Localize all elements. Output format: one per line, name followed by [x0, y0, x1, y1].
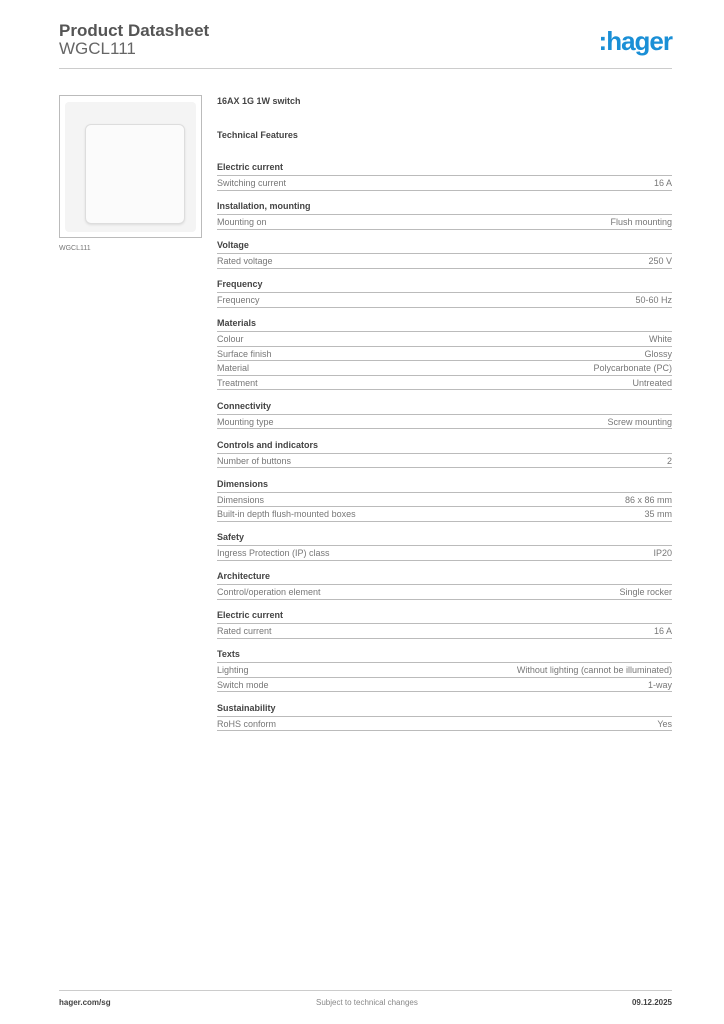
spec-row — [217, 347, 672, 362]
spec-value: 50-60 Hz — [635, 295, 672, 305]
product-name: 16AX 1G 1W switch — [217, 96, 301, 106]
spec-section — [217, 439, 672, 469]
spec-value: Glossy — [644, 348, 672, 359]
section-title: Materials — [217, 317, 672, 332]
header-divider — [59, 68, 672, 69]
spec-value: 2 — [666, 455, 672, 466]
spec-row — [217, 215, 672, 230]
footer-divider — [59, 990, 672, 991]
section-title: Safety — [217, 531, 672, 546]
spec-row — [217, 376, 672, 391]
footer-date: 09.12.2025 — [631, 998, 672, 1007]
features-title: Technical Features — [217, 130, 298, 140]
spec-label: Control/operation element — [217, 587, 321, 597]
spec-section — [217, 239, 672, 269]
spec-label: Rated voltage — [217, 256, 273, 266]
section-title: Texts — [217, 648, 672, 663]
spec-label: Lighting — [217, 665, 249, 675]
section-title: Installation, mounting — [217, 200, 672, 215]
footer-note: Subject to technical changes — [316, 998, 418, 1007]
spec-value: 250 V — [648, 256, 672, 266]
spec-sections — [217, 161, 672, 731]
section-title: Voltage — [217, 239, 672, 254]
spec-label: Frequency — [217, 295, 260, 305]
spec-label: Rated current — [217, 626, 272, 636]
spec-row — [217, 585, 672, 600]
spec-value: IP20 — [653, 548, 672, 558]
spec-value: Untreated — [632, 377, 672, 388]
spec-row — [217, 663, 672, 678]
spec-section — [217, 161, 672, 191]
spec-section — [217, 317, 672, 390]
spec-value: Yes — [657, 718, 672, 729]
spec-label: Ingress Protection (IP) class — [217, 548, 330, 558]
image-caption: WGCL111 — [59, 245, 91, 252]
section-title: Architecture — [217, 570, 672, 585]
spec-value: Screw mounting — [607, 416, 672, 427]
section-title: Electric current — [217, 161, 672, 176]
spec-content — [217, 96, 672, 741]
spec-label: Material — [217, 363, 250, 373]
spec-label: Mounting type — [217, 416, 274, 427]
spec-row — [217, 293, 672, 308]
hager-logo: :hager — [598, 26, 672, 56]
spec-row — [217, 415, 672, 430]
spec-row — [217, 624, 672, 639]
section-title: Electric current — [217, 609, 672, 624]
spec-row — [217, 332, 672, 347]
spec-label: Built-in depth flush-mounted boxes — [217, 509, 356, 519]
spec-section — [217, 609, 672, 639]
footer-website[interactable]: hager.com/sg — [59, 998, 111, 1007]
spec-section — [217, 278, 672, 308]
section-title: Dimensions — [217, 478, 672, 493]
spec-row — [217, 454, 672, 469]
spec-section — [217, 702, 672, 732]
spec-label: Mounting on — [217, 217, 267, 227]
spec-label: Dimensions — [217, 494, 265, 505]
spec-row — [217, 254, 672, 269]
spec-section — [217, 570, 672, 600]
spec-value: 86 x 86 mm — [624, 494, 672, 505]
spec-section — [217, 478, 672, 522]
switch-rocker — [85, 124, 185, 224]
section-title: Frequency — [217, 278, 672, 293]
spec-value: Polycarbonate (PC) — [593, 363, 672, 373]
spec-label: RoHS conform — [217, 718, 277, 729]
spec-label: Switch mode — [217, 679, 269, 690]
spec-row — [217, 678, 672, 693]
page-title: Product Datasheet — [59, 21, 210, 40]
spec-section — [217, 648, 672, 692]
spec-value: Flush mounting — [610, 217, 672, 227]
section-title: Connectivity — [217, 400, 672, 415]
spec-section — [217, 531, 672, 561]
spec-value: Single rocker — [619, 587, 672, 597]
section-title: Sustainability — [217, 702, 672, 717]
spec-label: Surface finish — [217, 348, 272, 359]
spec-section — [217, 200, 672, 230]
switch-plate — [65, 102, 196, 232]
spec-row — [217, 507, 672, 522]
spec-label: Number of buttons — [217, 455, 292, 466]
spec-label: Treatment — [217, 377, 258, 388]
spec-value: 35 mm — [644, 509, 672, 519]
product-image — [59, 95, 202, 238]
spec-value: 1-way — [647, 679, 672, 690]
spec-value: 16 A — [653, 626, 672, 636]
spec-value: Without lighting (cannot be illuminated) — [516, 665, 672, 675]
product-code: WGCL111 — [59, 39, 136, 58]
spec-label: Colour — [217, 334, 244, 344]
spec-row — [217, 176, 672, 191]
spec-label: Switching current — [217, 178, 287, 188]
spec-row — [217, 717, 672, 732]
spec-value: 16 A — [653, 178, 672, 188]
spec-value: White — [648, 334, 672, 344]
spec-row — [217, 361, 672, 376]
spec-section — [217, 400, 672, 430]
spec-row — [217, 493, 672, 508]
section-title: Controls and indicators — [217, 439, 672, 454]
spec-row — [217, 546, 672, 561]
